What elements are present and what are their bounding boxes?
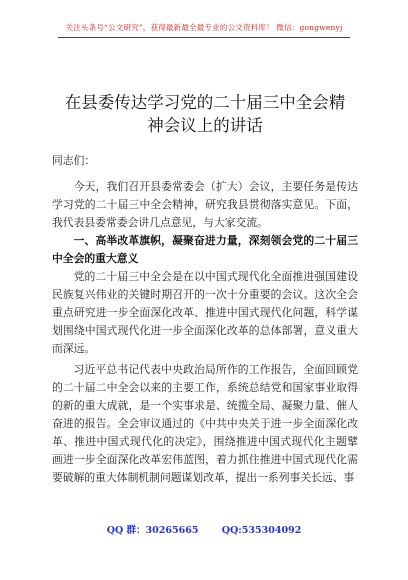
header-note: 关注头条号“公文研究”，获得最新最全最专业的公文资料库！ 微信：gongwenyj	[65, 23, 343, 32]
document-title: 在县委传达学习党的二十届三中全会精神会议上的讲话	[64, 93, 346, 136]
paragraph-report: 习近平总书记代表中央政治局所作的工作报告，全面回顾党的二十届二中全会以来的主要工作，系统总结党和国家事业取得的新的重大成就，是一个实事求是、统揽全局、凝聚力量、催人奋进的报告。全会审议通过的《中共中央关于进一步全面深化改革、推进中国式现代化的决定》，围绕推进中国式现代化主题擘画进一步全面深化改革宏伟蓝图，着力抓住推进中国式现代化需要破解的重大体制机制问题谋划改革，提出一系列事关长远、事	[52, 363, 358, 484]
paragraph-intro: 今天，我们召开县委常委会（扩大）会议，主要任务是传达学习党的二十届三中全会精神，研究我县贯彻落实意见。下面，我代表县委常委会讲几点意见，与大家交流。	[52, 180, 358, 229]
footer-qq-group: QQ 群：30265665	[106, 525, 199, 536]
paragraph-significance: 党的二十届三中全会是在以中国式现代化全面推进强国建设民族复兴伟业的关键时期召开的一次十分重要的会议。这次全会重点研究进一步全面深化改革、推进中国式现代化问题，科学谋划围绕中国式现代化进一步全面深化改革的总体部署，意义重大而深远。	[52, 270, 358, 355]
greeting: 同志们：	[52, 154, 96, 167]
header-divider	[58, 37, 350, 38]
footer-contact	[0, 522, 408, 536]
section-heading-1: 一、高举改革旗帜，凝聚奋进力量，深刻领会党的二十届三中全会的重大意义	[52, 234, 358, 265]
footer-qq: QQ:535304092	[221, 525, 302, 536]
document-body	[52, 152, 358, 487]
